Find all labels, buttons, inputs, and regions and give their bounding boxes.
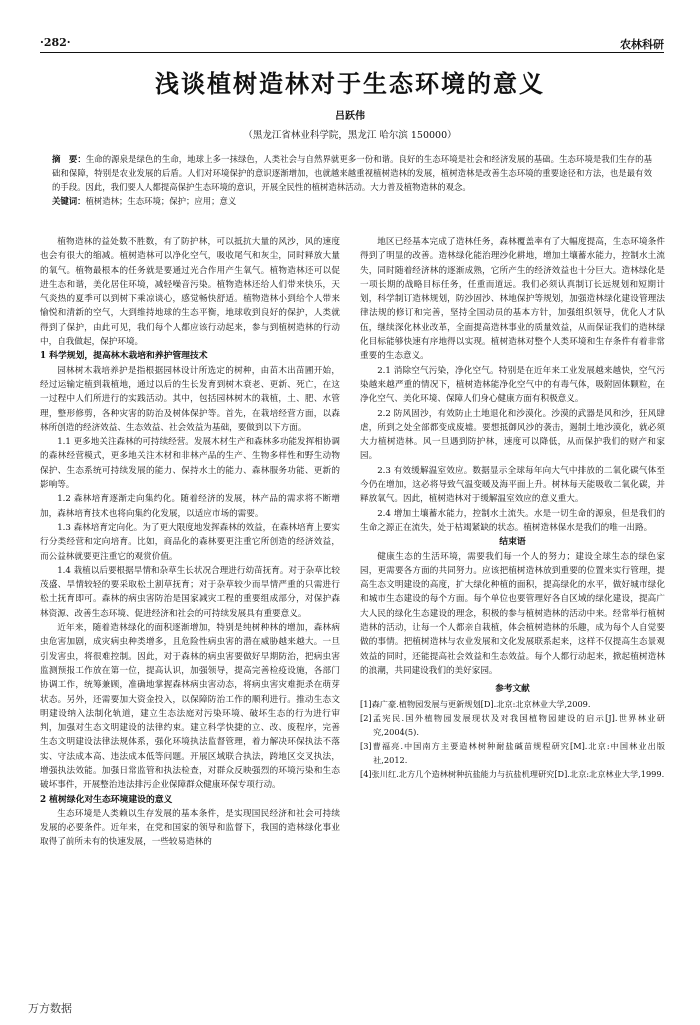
keywords-label: 关键词： <box>52 196 86 206</box>
footer-watermark: 万方数据 <box>28 1002 72 1015</box>
subsection-paragraph: 2.4 增加土壤蓄水能力，控制水土流失。水是一切生命的源泉，但是我们的生命之源正在流失，处于枯竭紧缺的状态。植树造林保水是我们的唯一出路。 <box>360 508 665 533</box>
page-header <box>40 30 664 52</box>
body-paragraph: 园林树木栽培养护是指根据园林设计所选定的树种，由苗木出苗圃开始，经过运输定植到栽植地，通过以后的生长发育到树木衰老、更新、死亡，在这一过程中人们所进行的实践活动。其中，包括园林树木的栽植，土、肥、水管理，整形修剪，各种灾害的防治及树体保护等。首先，在栽培经营方面，以森林所创造的经济效益、生态效益、社会效益为基础，要做到以下方面。 <box>40 365 340 433</box>
right-column-body <box>360 235 665 678</box>
body-paragraph: 近年来，随着造林绿化的面积逐渐增加，特别是纯树种林的增加，森林病虫危害加剧，成灾病虫种类增多，且危险性病虫害的潜在威胁越来越大。一旦引发害虫，将很难控制。因此，对于森林的病虫害要做好早期防治，把病虫害监测预报工作放在第一位，提高认识，加强领导，提高完善检疫设施，各部门协调工作，统筹兼顾，准确地掌握森林病虫害动态，将病虫害灾难扼杀在萌芽状态。另外，还需要加大资金投入，以保障防治工作的顺利进行。推动生态文明建设纳入法制化轨道，建立生态法庭对污染环境、破坏生态的行为进行审判，加强对生态文明建设的法律约束。建立科学快捷的立、改、废程序，完善生态文明建设法律法规体系，强化环境执法监督管理，着力解决环保执法不落实、守法成本高、违法成本低等问题。开展区域联合执法，跨地区交叉执法，增强执法效能。加强日常监管和执法检查，对群众反映强烈的环境污染和生态破坏事件，开展整治违法排污企业保障群众健康环保专项行动。 <box>40 623 340 791</box>
right-column <box>360 235 665 781</box>
abstract-label: 摘 要： <box>52 154 86 164</box>
body-paragraph: 健康生态的生活环境，需要我们每一个人的努力；建设全球生态的绿色家园，更需要各方面的共同努力。应该把植树造林放到重要的位置来实行管理，提高生态文明建设的高度，扩大绿化种植的面积，提高绿化的水平，做好城市绿化和城市生态建设的每个方面。每个单位也要管理好各自区域的绿化建设，提高广大人民的绿化生态建设的理念，积极的参与植树造林的活动中来。经常举行植树造林的活动，让每一个人都亲自栽植，体会植树造林的乐趣，成为每个人自觉要做的事情。把植树造林与农业发展和文化发展联系起来，这样不仅提高生态景观效益的同时，还能提高社会效益和生态效益。每个人都行动起来，掀起植树造林的浪潮，共同建设我们的美好家园。 <box>360 551 665 676</box>
subsection-paragraph: 1.2 森林培育逐渐走向集约化。随着经济的发展，林产品的需求将不断增加，森林培育技术也将向集约化发展，以适应市场的需要。 <box>40 494 340 519</box>
body-paragraph: 植物造林的益处数不胜数，有了防护林，可以抵抗大量的风沙，风的速度也会有很大的缩减。植树造林可以净化空气，吸收尾气和灰尘，同时释放大量的氧气。植物最根本的任务就是要通过光合作用产生氧气。植物造林还可以促进生态和谐，美化居住环境，减轻噪音污染。植物造林还给人们带来快乐，天气炎热的夏季可以到树下乘凉谈心，感觉畅快舒适。植物造林小到给个人带来愉悦和清新的空气，大到维持地球的生态平衡，地球收到良好的保护，人类就得到了保护，由此可见，我们每个人都应该行动起来，参与到植树造林的行动中，自我做起，保护环境。 <box>40 237 340 348</box>
keywords-text: 植树造林；生态环境；保护；应用；意义 <box>85 196 237 206</box>
section-heading: 2 植树绿化对生态环境建设的意义 <box>40 794 173 805</box>
affiliation: （黑龙江省林业科学院，黑龙江 哈尔滨 150000） <box>243 130 457 141</box>
reference-item: [1]森广豪.植物园发展与更新规划[D].北京:北京林业大学,2009. <box>360 698 591 709</box>
subsection-paragraph: 2.1 消除空气污染，净化空气。特别是在近年来工业发展越来越快，空气污染越来越严重的情况下，植树造林能净化空气中的有毒气体，吸附固体颗粒，在净化空气、美化环境、保障人们身心健康方面有积极意义。 <box>360 365 665 405</box>
body-paragraph: 生态环境是人类赖以生存发展的基本条件，是实现国民经济和社会可持续发展的必要条件。近年来，在党和国家的领导和监督下，我国的造林绿化事业取得了前所未有的快速发展，一些较易造林的 <box>40 808 340 848</box>
header-rule <box>40 52 664 53</box>
subsection-paragraph: 1.4 栽植以后要根据旱情和杂草生长状况合理进行幼苗抚育。对于杂草比较茂盛、旱情较轻的要采取松土割草抚育；对于杂草较少而旱情严重的只需进行松土抚育即可。森林的病虫害防治是国家减灾工程的重要组成部分，对保护森林资源、改善生态环境、促进经济和社会的可持续发展具有重要意义。 <box>40 565 340 619</box>
abstract <box>52 152 652 208</box>
subsection-paragraph: 1.1 更多地关注森林的可持续经营。发展木材生产和森林多功能发挥相协调的森林经营模式，更多地关注木材和非林产品的生产、生物多样性和野生动物保护、生态系统可持续发展的能力、保持水土的能力、森林服务功能、更新的影响等。 <box>40 437 340 491</box>
journal-name: 农林科研 <box>620 38 664 51</box>
left-column <box>40 235 340 850</box>
section-heading: 1 科学规划，提高林木栽培和养护管理技术 <box>40 351 208 362</box>
article-title: 浅谈植树造林对于生态环境的意义 <box>155 69 545 98</box>
keywords <box>52 194 652 208</box>
reference-item: [2]孟宪民.国外植物园发展现状及对我国植物园建设的启示[J].世界林业研究,2004(5). <box>360 712 665 737</box>
abstract-text: 生命的源泉是绿色的生命，地球上多一抹绿色，人类社会与自然界就更多一份和谐。良好的生态环境是社会和经济发展的基础。生态环境是我们生存的基础和保障，特别是农业发展的后盾。人们对环境保护的意识逐渐增加，也就越来越重视植树造林的发展，植树造林是改善生态环境的重要途径和方法，也是最有效的手段。因此，我们要人人都提高保护生态环境的意识，开展全民性的植树造林活动。大力普及植物造林的观念。 <box>52 154 653 192</box>
subsection-paragraph: 2.2 防风固沙，有效防止土地退化和沙漠化。沙漠的武器是风和沙，狂风肆虐，所到之处全部都变成废墟。要想抵御风沙的袭击，遏制土地沙漠化，就必须大力植树造林。风一旦遇到防护林，速度可以降低，从而保护我们的财产和家园。 <box>360 408 665 462</box>
abstract-body <box>52 152 652 194</box>
conclusion-heading: 结束语 <box>499 537 526 548</box>
reference-item: [3]曹福亮.中国南方主要造林树种耐盐碱苗规程研究[M].北京:中国林业出版社,2012. <box>360 740 665 765</box>
body-paragraph: 地区已经基本完成了造林任务，森林覆盖率有了大幅度提高，生态环境条件得到了明显的改善。造林绿化能治理沙化耕地，增加土壤蓄水能力，控制水土流失，同时随着经济林的逐渐成熟，它所产生的经济效益也十分巨大。造林绿化是一项长期的战略目标任务，任重而道远。我们必须认真制订长远规划和短期计划，科学制订造林规划，防沙固沙、林地保护等规划，加强造林绿化建设管理法律法规的修订和完善，坚持全国动员的基本方针，加强组织领导，优化人才队伍，继续深化林业改革，全面提高造林事业的质量效益，从而保证我们的造林绿化目标能够快速有序地得以实现。植树造林对整个人类环境和生存条件有着非常重要的生态意义。 <box>360 237 665 362</box>
subsection-paragraph: 1.3 森林培育定向化。为了更大限度地发挥森林的效益，在森林培育上要实行分类经营和定向培育。比如，商品化的森林要更注重它所创造的经济效益，而公益林就要更注重它的观赏价值。 <box>40 522 340 562</box>
page-number: ·282· <box>40 36 71 49</box>
references-title: 参考文献 <box>495 684 530 695</box>
author: 吕跃伟 <box>335 111 365 122</box>
subsection-paragraph: 2.3 有效缓解温室效应。数据显示全球每年向大气中排放的二氧化碳气体至今仍在增加，这必将导致气温变暖及海平面上升。树林每天能吸收二氧化碳，并释放氧气。因此，植树造林对于缓解温室效应的意义重大。 <box>360 465 665 505</box>
reference-item: [4]张川红.北方几个造林树种抗盐能力与抗盐机理研究[D].北京:北京林业大学,1999. <box>360 768 665 779</box>
references-list <box>360 697 665 781</box>
